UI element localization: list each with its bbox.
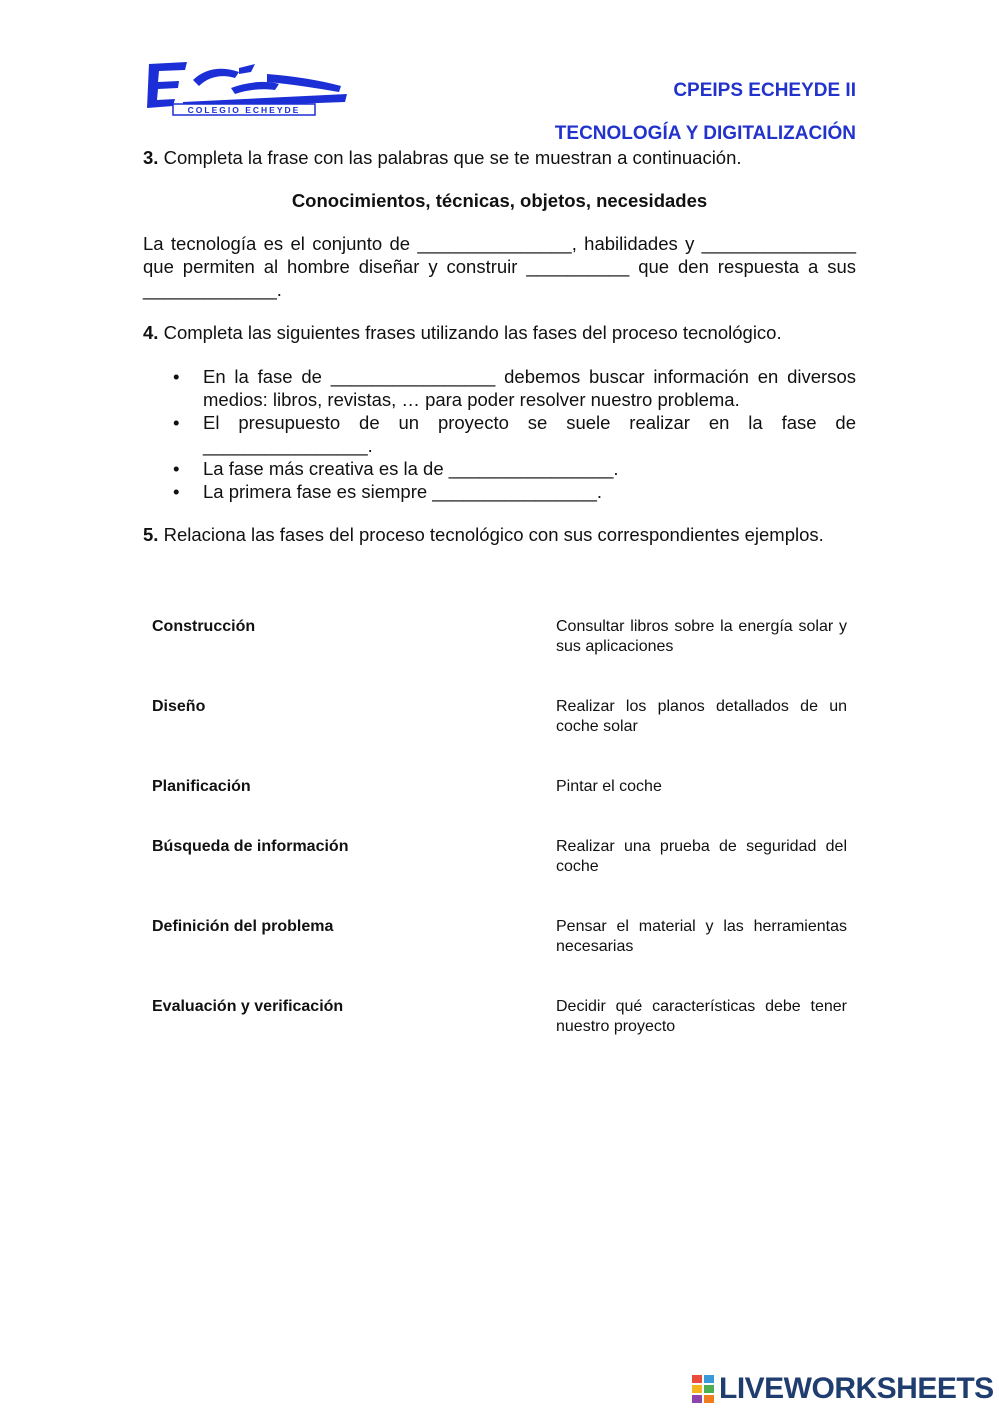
question-3-instruction [143, 146, 856, 169]
phase-item[interactable]: Diseño [152, 698, 206, 715]
logo-text: COLEGIO ECHEYDE [187, 105, 301, 115]
question-5-number: 5. [143, 524, 159, 545]
match-row [152, 837, 847, 917]
example-item[interactable]: Pensar el material y las herramientas necesarias [556, 918, 847, 955]
school-name: CPEIPS ECHEYDE II [673, 80, 856, 101]
worksheet-body [143, 146, 856, 546]
subject-title: TECNOLOGÍA Y DIGITALIZACIÓN [554, 123, 856, 144]
question-4-text: Completa las siguientes frases utilizando las fases del proceso tecnológico. [163, 322, 782, 343]
match-row [152, 697, 847, 777]
fill-in-sentence: La tecnología es el conjunto de _______________, habilidades y _______________ que permiten al hombre diseñar y construir __________ que den respuesta a sus _____________. [143, 233, 856, 300]
match-row [152, 617, 847, 697]
icon-tile [703, 1374, 715, 1384]
phase-item[interactable]: Evaluación y verificación [152, 998, 344, 1015]
match-row [152, 777, 847, 837]
liveworksheets-icon [691, 1374, 715, 1404]
icon-tile [703, 1384, 715, 1394]
fill-in-list [143, 365, 856, 503]
icon-tile [691, 1394, 703, 1404]
question-3-text: Completa la frase con las palabras que se te muestran a continuación. [163, 147, 742, 168]
phase-item[interactable]: Búsqueda de información [152, 838, 349, 855]
question-3-number: 3. [143, 147, 159, 168]
match-row [152, 917, 847, 997]
list-item: • En la fase de ________________ debemos buscar información en diversos medios: libros, revistas, … para poder resolver nuestro problema. [143, 365, 856, 411]
match-row [152, 997, 847, 1077]
matching-exercise [152, 617, 847, 1077]
example-item[interactable]: Realizar una prueba de seguridad del coche [556, 838, 847, 875]
word-bank: Conocimientos, técnicas, objetos, necesidades [291, 190, 708, 211]
example-item[interactable]: Consultar libros sobre la energía solar y sus aplicaciones [556, 618, 847, 655]
icon-tile [691, 1374, 703, 1384]
colegio-echeyde-logo [143, 60, 349, 118]
example-item[interactable]: Realizar los planos detallados de un coche solar [556, 698, 847, 735]
phase-item[interactable]: Definición del problema [152, 918, 334, 935]
icon-tile [703, 1394, 715, 1404]
icon-tile [691, 1384, 703, 1394]
list-item: • La fase más creativa es la de ________________. [143, 457, 856, 480]
question-4-number: 4. [143, 322, 159, 343]
example-item[interactable]: Pintar el coche [556, 778, 662, 795]
list-item: • El presupuesto de un proyecto se suele realizar en la fase de ________________. [143, 411, 856, 457]
question-5-text: Relaciona las fases del proceso tecnológico con sus correspondientes ejemplos. [163, 524, 824, 545]
question-4-instruction [143, 321, 856, 344]
example-item[interactable]: Decidir qué características debe tener nuestro proyecto [556, 998, 847, 1035]
question-5-instruction [143, 523, 856, 546]
list-item: • La primera fase es siempre ________________. [143, 480, 856, 503]
phase-item[interactable]: Planificación [152, 778, 251, 795]
liveworksheets-wordmark: LIVEWORKSHEETS [719, 1372, 994, 1405]
liveworksheets-brand [691, 1372, 994, 1406]
phase-item[interactable]: Construcción [152, 618, 256, 635]
